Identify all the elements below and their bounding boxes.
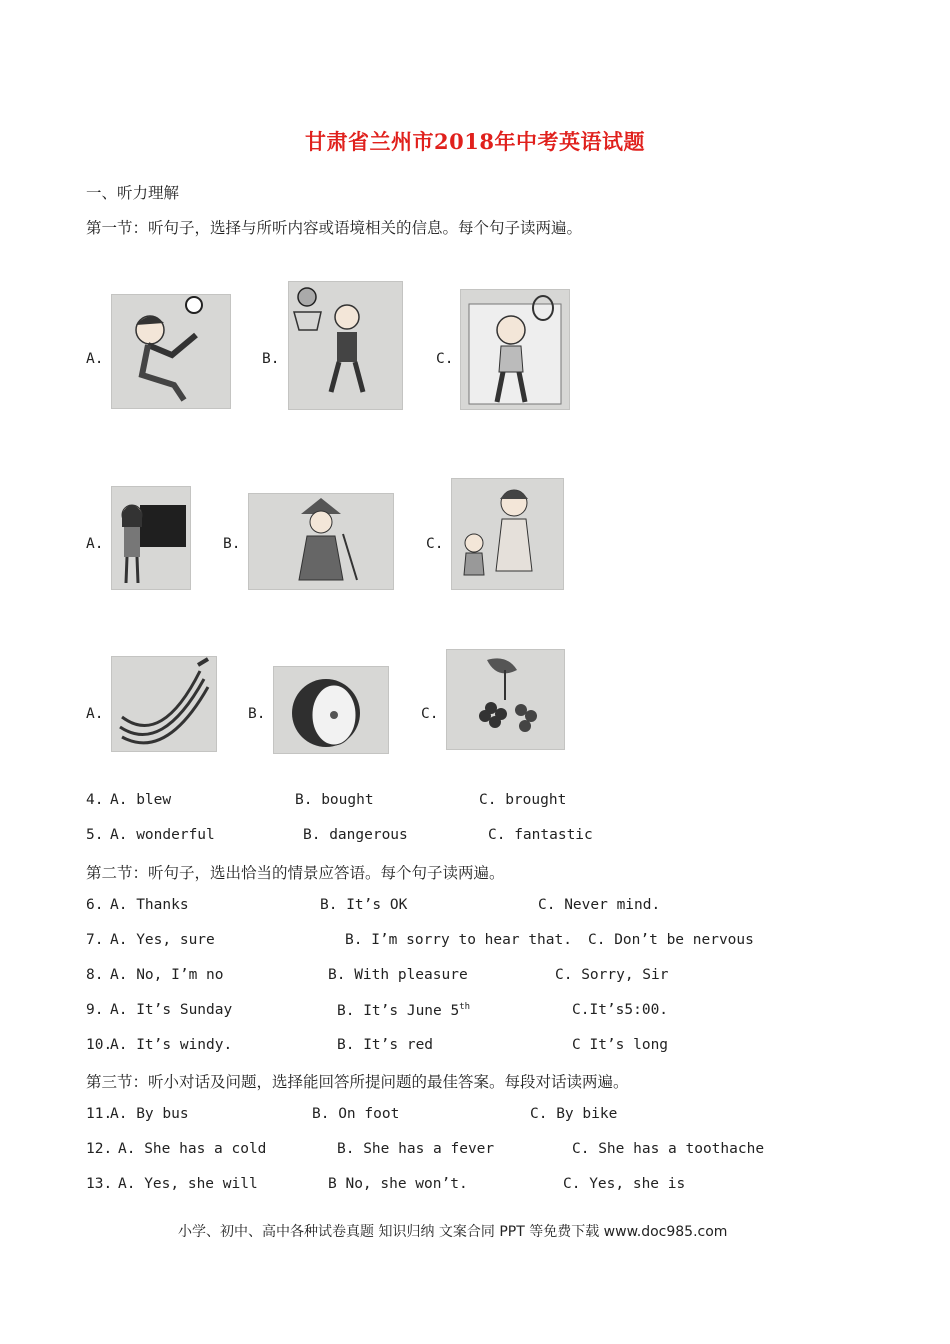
option-label: C. [421,706,439,722]
answer-option: C It’s long [572,1037,669,1053]
section-heading: 一、听力理解 [86,184,180,202]
answer-option: C. She has a toothache [572,1141,765,1157]
answer-option: C. Don’t be nervous [588,932,754,948]
question-number: 13. [86,1176,113,1192]
answer-option: B. It’s OK [320,897,408,913]
answer-option: B. She has a fever [337,1141,495,1157]
boy-kicking-football-icon [111,294,231,409]
question-number: 10. [86,1037,113,1053]
question-number: 9. [86,1002,104,1018]
answer-option: A. Yes, she will [118,1176,258,1192]
page-footer: 小学、初中、高中各种试卷真题 知识归纳 文案合同 PPT 等免费下载 www.doc985.com [178,1224,728,1240]
boy-playing-badminton-icon [460,289,570,410]
answer-option: A. Yes, sure [110,932,215,948]
answer-option: B. bought [295,792,374,808]
option-label: B. [262,351,280,367]
answer-option: B. It’s red [337,1037,434,1053]
option-label: C. [436,351,454,367]
ordinal-suffix: th [459,1002,471,1012]
answer-option: C. brought [479,792,567,808]
answer-option: B. With pleasure [328,967,468,983]
part3-instruction: 第三节：听小对话及问题，选择能回答所提问题的最佳答案。每段对话读两遍。 [86,1073,629,1091]
question-number: 12. [86,1141,113,1157]
page-title: 甘肃省兰州市2018年中考英语试题 [305,129,645,154]
answer-option: B. I’m sorry to hear that. [345,932,572,948]
answer-option: A. blew [110,792,172,808]
answer-option: C. By bike [530,1106,618,1122]
answer-option: A. It’s windy. [110,1037,233,1053]
answer-option: A. No, I’m no [110,967,224,983]
question-number: 6. [86,897,104,913]
part2-instruction: 第二节：听句子，选出恰当的情景应答语。每个句子读两遍。 [86,864,505,882]
question-number: 5. [86,827,104,843]
answer-option: B. dangerous [303,827,408,843]
option-label: A. [86,351,104,367]
farmer-woman-icon [248,493,394,590]
answer-option: A. Thanks [110,897,189,913]
answer-option: A. By bus [110,1106,189,1122]
option-label: A. [86,536,104,552]
answer-option: A. wonderful [110,827,215,843]
question-number: 4. [86,792,104,808]
apple-icon [273,666,389,754]
answer-option: C.It’s5:00. [572,1002,669,1018]
answer-option: C. Yes, she is [563,1176,686,1192]
mother-and-child-icon [451,478,564,590]
answer-option-text: B. It’s June 5 [337,1002,460,1019]
option-label: C. [426,536,444,552]
option-label: B. [248,706,266,722]
option-label: A. [86,706,104,722]
teacher-at-blackboard-icon [111,486,191,590]
part1-instruction: 第一节：听句子，选择与所听内容或语境相关的信息。每个句子读两遍。 [86,219,583,237]
answer-option [337,1002,470,1019]
answer-option: A. She has a cold [118,1141,267,1157]
answer-option: A. It’s Sunday [110,1002,233,1018]
grapes-icon [446,649,565,750]
question-number: 7. [86,932,104,948]
answer-option: C. Sorry, Sir [555,967,669,983]
question-number: 8. [86,967,104,983]
answer-option: B. On foot [312,1106,400,1122]
answer-option: B No, she won’t. [328,1176,468,1192]
bananas-icon [111,656,217,752]
question-number: 11. [86,1106,113,1122]
boy-playing-basketball-icon [288,281,403,410]
answer-option: C. Never mind. [538,897,661,913]
option-label: B. [223,536,241,552]
answer-option: C. fantastic [488,827,593,843]
